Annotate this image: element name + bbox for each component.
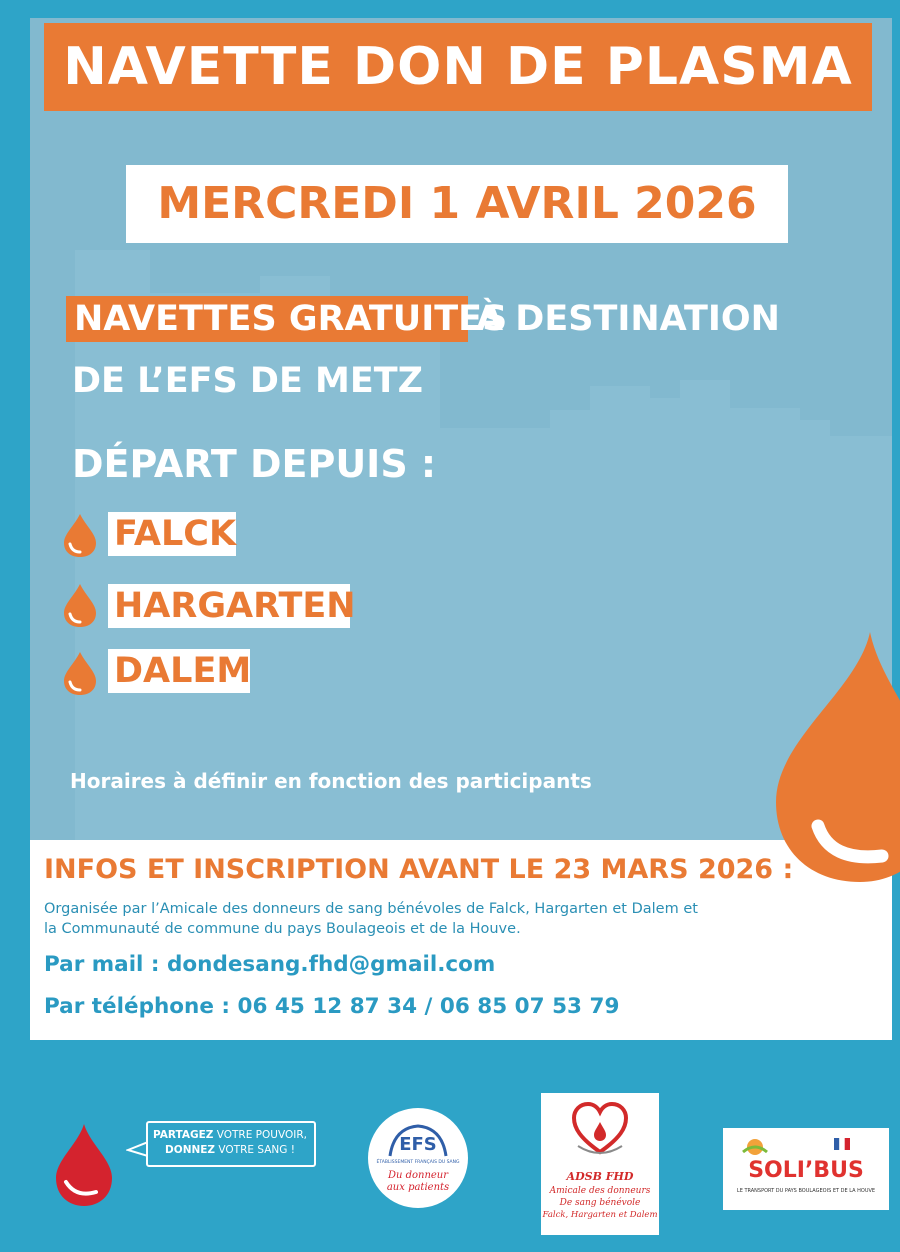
drop-icon	[62, 582, 98, 628]
city-skyline-background	[30, 18, 892, 840]
efs-main-label: EFS	[399, 1134, 437, 1155]
adsb-line-1: Amicale des donneurs	[549, 1186, 651, 1196]
free-shuttles-label: NAVETTES GRATUITES	[74, 299, 508, 339]
large-drop-icon	[770, 630, 900, 885]
slogan-line-2: DONNEZ VOTRE SANG !	[165, 1144, 295, 1156]
slogan-line-1: PARTAGEZ VOTRE POUVOIR,	[153, 1129, 307, 1141]
schedule-note: Horaires à définir en fonction des participants	[70, 769, 592, 793]
organizer-line-2: la Communauté de commune du pays Boulageois et de la Houve.	[44, 921, 521, 937]
efs-arc-icon	[368, 1108, 468, 1208]
top-panel	[30, 18, 892, 840]
town-dalem: DALEM	[114, 651, 252, 691]
efs-tagline-2: aux patients	[386, 1182, 450, 1193]
sun-icon	[740, 1136, 770, 1158]
blood-drop-logo	[52, 1120, 116, 1210]
drop-icon	[62, 650, 98, 696]
speech-tail-icon	[126, 1138, 148, 1160]
heart-hand-icon	[570, 1100, 630, 1160]
info-title: INFOS ET INSCRIPTION AVANT LE 23 MARS 2026 :	[44, 854, 794, 885]
solibus-subtitle: LE TRANSPORT DU PAYS BOULAGEOIS ET DE LA HOUVE	[736, 1188, 876, 1194]
contact-mail[interactable]: Par mail : dondesang.fhd@gmail.com	[44, 952, 496, 977]
efs-tagline-1: Du donneur	[387, 1170, 449, 1181]
town-hargarten: HARGARTEN	[114, 586, 356, 626]
solibus-name: SOLI’BUS	[748, 1158, 864, 1183]
page-title: NAVETTE DON DE PLASMA	[63, 37, 853, 97]
adsb-line-2: De sang bénévole	[559, 1198, 641, 1208]
adsb-title: ADSB FHD	[566, 1170, 634, 1183]
event-date: MERCREDI 1 AVRIL 2026	[157, 178, 757, 229]
french-flag-icon	[834, 1138, 850, 1150]
drop-icon	[62, 512, 98, 558]
departure-heading: DÉPART DEPUIS :	[72, 442, 437, 486]
contact-phone[interactable]: Par téléphone : 06 45 12 87 34 / 06 85 07 53 79	[44, 994, 620, 1019]
efs-sub-label: ÉTABLISSEMENT FRANÇAIS DU SANG	[376, 1160, 460, 1165]
organizer-line-1: Organisée par l’Amicale des donneurs de sang bénévoles de Falck, Hargarten et Dalem et	[44, 901, 698, 917]
destination-line2: DE L’EFS DE METZ	[72, 361, 424, 401]
town-falck: FALCK	[114, 514, 237, 554]
destination-label: À DESTINATION	[476, 299, 780, 339]
adsb-line-3: Falck, Hargarten et Dalem	[542, 1210, 658, 1220]
